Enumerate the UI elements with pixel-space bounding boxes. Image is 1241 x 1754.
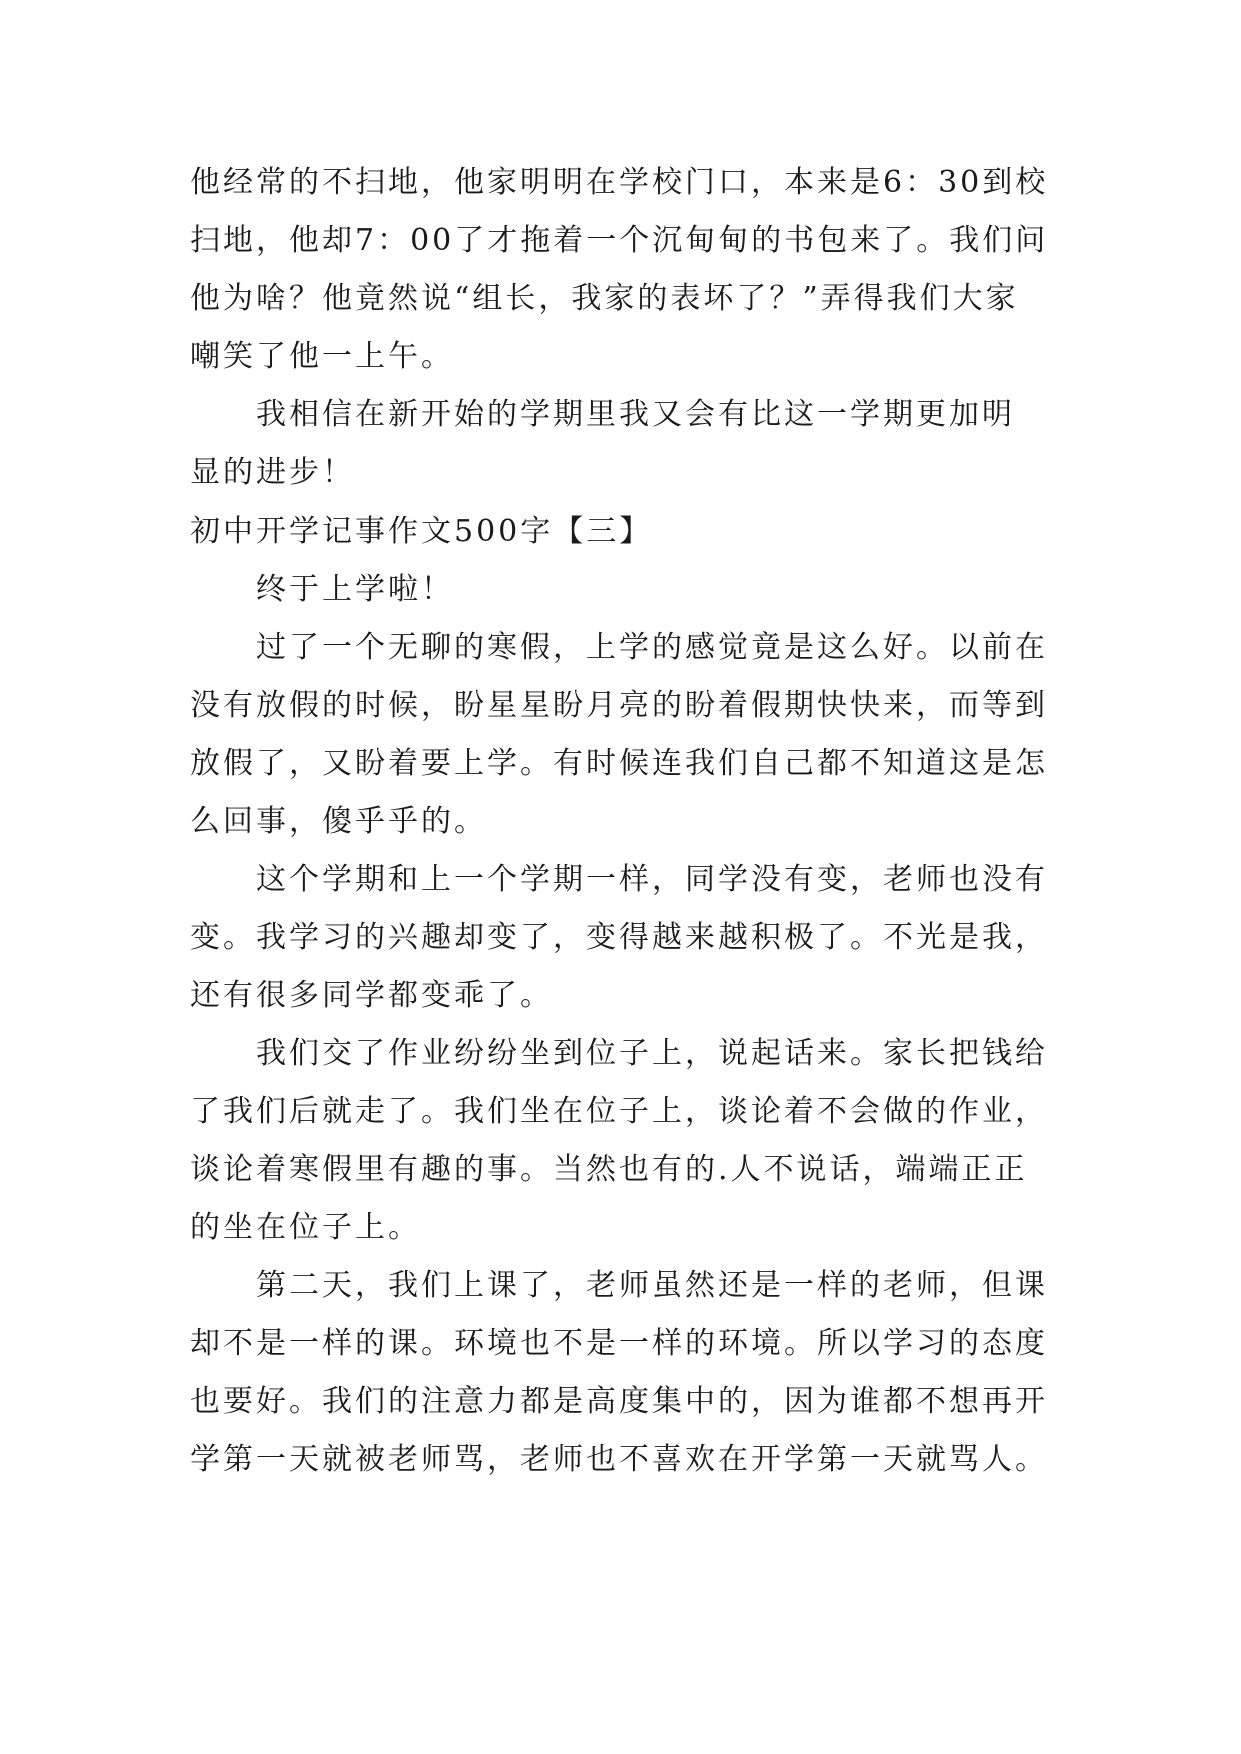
paragraph-continued [190,154,1060,502]
text-line: 我们交了作业纷纷坐到位子上，说起话来。家长把钱给 [256,1036,1048,1071]
text-line: 变。我学习的兴趣却变了，变得越来越积极了。不光是我， [190,920,1048,955]
text-line: 扫地，他却7：00了才拖着一个沉甸甸的书包来了。我们问 [190,223,1049,258]
text-line: 放假了，又盼着要上学。有时候连我们自己都不知道这是怎 [190,746,1048,781]
text-line: 也要好。我们的注意力都是高度集中的，因为谁都不想再开 [190,1384,1048,1419]
essay-section-three [190,503,1060,1489]
text-line: 他经常的不扫地，他家明明在学校门口，本来是6：30到校 [190,165,1049,200]
text-line: 嘲笑了他一上午。 [190,339,454,374]
text-line: 我相信在新开始的学期里我又会有比这一学期更加明 [256,397,1015,432]
text-line: 没有放假的时候，盼星星盼月亮的盼着假期快快来，而等到 [190,688,1048,723]
text-line: 终于上学啦！ [256,572,454,607]
section-heading: 初中开学记事作文500字【三】 [190,514,653,549]
text-line: 过了一个无聊的寒假，上学的感觉竟是这么好。以前在 [256,630,1048,665]
text-line: 他为啥？他竟然说“组长，我家的表坏了？”弄得我们大家 [190,281,1019,316]
text-line: 了我们后就走了。我们坐在位子上，谈论着不会做的作业， [190,1094,1048,1129]
text-line: 第二天，我们上课了，老师虽然还是一样的老师，但课 [256,1268,1048,1303]
text-line: 这个学期和上一个学期一样，同学没有变，老师也没有 [256,862,1048,897]
text-line: 显的进步！ [190,455,355,490]
text-line: 学第一天就被老师骂，老师也不喜欢在开学第一天就骂人。 [190,1442,1048,1477]
text-line: 么回事，傻乎乎的。 [190,804,487,839]
text-line: 的坐在位子上。 [190,1210,421,1245]
text-line: 却不是一样的课。环境也不是一样的环境。所以学习的态度 [190,1326,1048,1361]
text-line: 还有很多同学都变乖了。 [190,978,553,1013]
text-line: 谈论着寒假里有趣的事。当然也有的.人不说话，端端正正 [190,1152,1028,1187]
